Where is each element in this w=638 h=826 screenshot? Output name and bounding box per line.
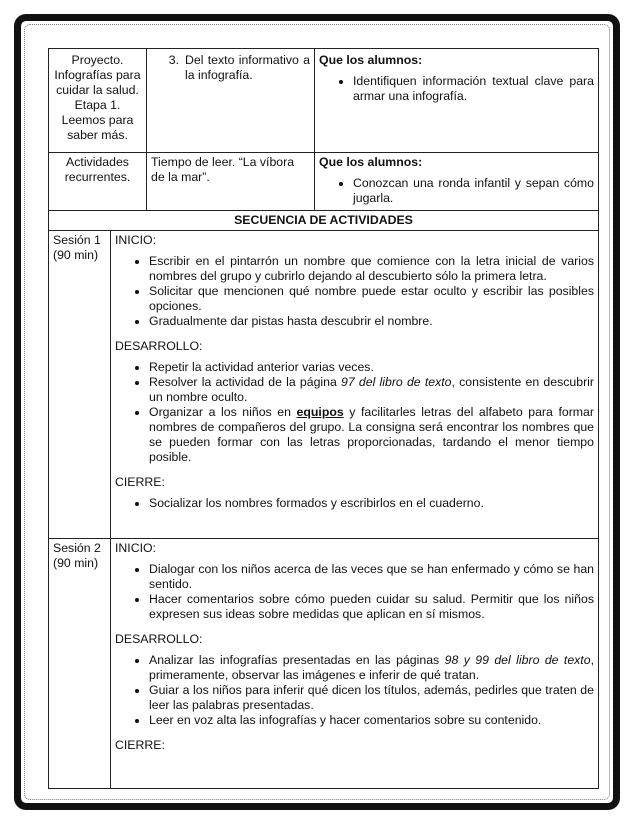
table-row [49,231,599,539]
list-item: • Leer en voz alta las infografías y hacer comentarios sobre su contenido. [149,713,594,728]
list-item: • Hacer comentarios sobre cómo pueden cuidar su salud. Permitir que los niños expresen sus ideas sobre medidas que aplican en sí mismos. [149,592,594,622]
list-item-text: Analizar las infografías presentadas en las páginas [149,653,445,667]
list-item [149,405,594,465]
emphasis-equipos: equipos [296,405,344,419]
book-reference: 97 del libro de texto [341,375,452,389]
table-row [49,539,599,789]
list-item-text: Organizar a los niños en [149,405,297,419]
objective-title: Que los alumnos: [319,155,423,169]
session-2-content [111,539,599,789]
objective-cell [315,49,599,153]
lesson-plan-table [48,48,599,789]
book-reference: 98 y 99 del libro de texto [444,653,591,667]
sequence-title: SECUENCIA DE ACTIVIDADES [49,211,599,231]
list-item [149,653,594,683]
objective-item: • Identifiquen información textual clave para armar una infografía. [353,74,594,104]
purpose-number: 3. [168,53,179,67]
session-2-label: Sesión 2 (90 min) [49,539,111,789]
objective-item: • Conozcan una ronda infantil y sepan cómo jugarla. [353,176,594,206]
list-item [149,375,594,405]
purpose-text: Del texto informativo a la infografía. [185,53,310,82]
list-item-text: y facilitarles letras del alfabeto para formar nombres de compañeros del grupo. La consigna será encontrar los nombres que se pueden formar con las letras proporcionadas, tardando el menor tiempo posible. [149,405,594,464]
table-row [49,153,599,211]
list-item: • Gradualmente dar pistas hasta descubrir el nombre. [149,314,594,329]
project-cell: Proyecto. Infografías para cuidar la salud. Etapa 1. Leemos para saber más. [49,49,147,153]
inicio-heading: INICIO: [115,541,156,555]
list-item: • Escribir en el pintarrón un nombre que comience con la letra inicial de varios nombres del grupo y cubrirlo dejando al descubierto sólo la primera letra. [149,254,594,284]
session-1-label: Sesión 1 (90 min) [49,231,111,539]
list-item: • Socializar los nombres formados y escribirlos en el cuaderno. [149,496,594,511]
cierre-heading: CIERRE: [115,738,165,752]
list-item-text: Resolver la actividad de la página [149,375,342,389]
list-item: • Dialogar con los niños acerca de las veces que se han enfermado y cómo se han sentido. [149,562,594,592]
recurrent-activities-cell: Actividades recurrentes. [49,153,147,211]
objective-cell [315,153,599,211]
activity-cell: Tiempo de leer. “La víbora de la mar”. [147,153,315,211]
session-1-content [111,231,599,539]
list-item: • Repetir la actividad anterior varias veces. [149,360,594,375]
list-item-text: , consistente en descubrir un nombre oculto. [149,375,595,404]
inicio-heading: INICIO: [115,233,156,247]
objective-title: Que los alumnos: [319,53,423,67]
desarrollo-heading: DESARROLLO: [115,632,203,646]
table-row [49,211,599,231]
desarrollo-heading: DESARROLLO: [115,339,203,353]
purpose-cell [147,49,315,153]
table-row [49,49,599,153]
cierre-heading: CIERRE: [115,475,165,489]
list-item-text: , primeramente, observar las imágenes e inferir de qué tratan. [149,653,594,682]
list-item: • Solicitar que mencionen qué nombre puede estar oculto y escribir las posibles opciones. [149,284,594,314]
list-item: • Guiar a los niños para inferir qué dicen los títulos, además, pedirles que traten de leer las palabras presentadas. [149,683,594,713]
